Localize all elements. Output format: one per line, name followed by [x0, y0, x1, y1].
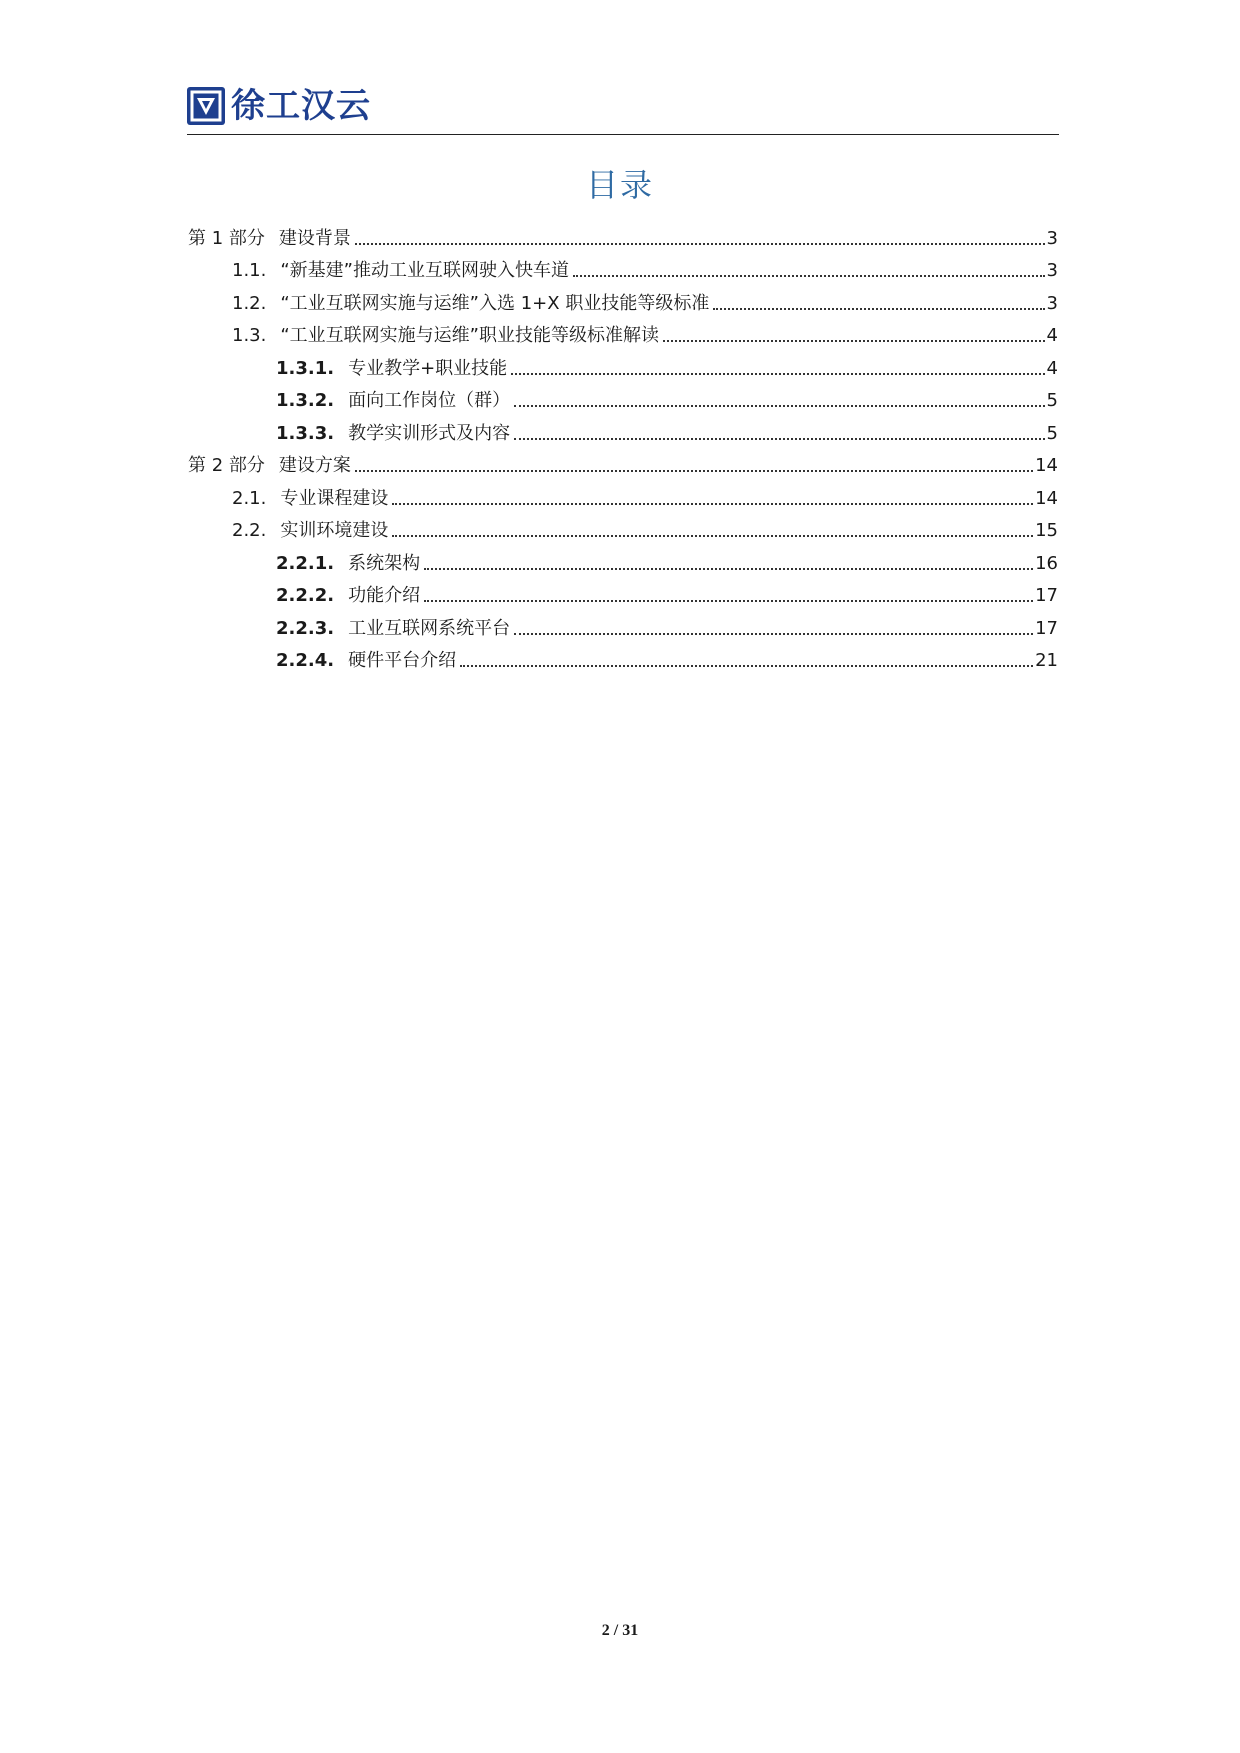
toc-entry-label — [232, 520, 390, 542]
toc-entry-label — [276, 553, 422, 575]
toc-entry-label — [276, 585, 422, 607]
page-total: 31 — [622, 1622, 639, 1639]
toc-entry-text: 系统架构 — [348, 552, 421, 574]
toc-entry-text: 实训环境建设 — [280, 520, 389, 541]
toc-entry-label — [276, 390, 512, 412]
toc-entry-number: 第 1 部分 — [188, 227, 265, 249]
toc-entry-number: 2.2.1. — [276, 552, 335, 574]
toc-entry-number: 2.2.2. — [276, 585, 335, 606]
toc-dot-leader — [514, 405, 1044, 407]
toc-entry-page: 5 — [1046, 422, 1058, 444]
toc-entry-label — [188, 455, 353, 477]
toc-entry-text: 教学实训形式及内容 — [348, 422, 511, 444]
toc-entry-page: 4 — [1046, 357, 1058, 379]
toc-entry-number: 第 2 部分 — [188, 455, 265, 476]
toc-dot-leader — [424, 600, 1033, 602]
toc-entry-page: 17 — [1035, 617, 1058, 639]
toc-entry-number: 1.3.1. — [276, 357, 335, 379]
toc-dot-leader — [392, 503, 1033, 505]
toc-dot-leader — [663, 340, 1045, 342]
toc-entry-page: 3 — [1046, 227, 1058, 249]
toc-dot-leader — [424, 568, 1033, 570]
toc-entry-page: 4 — [1046, 325, 1058, 346]
toc-entry-label — [232, 325, 661, 347]
toc-entry-text: 专业教学+职业技能 — [348, 357, 508, 379]
toc-entry-page: 5 — [1046, 390, 1058, 411]
header-divider — [187, 134, 1059, 135]
toc-entry-number: 1.1. — [232, 260, 267, 281]
toc-entry-text: 建设背景 — [278, 227, 351, 249]
toc-entry-page: 16 — [1035, 552, 1058, 574]
toc-entry-number: 2.2.4. — [276, 650, 335, 671]
page-separator: / — [613, 1622, 619, 1639]
toc-entry-number: 2.1. — [232, 487, 267, 509]
toc-dot-leader — [573, 275, 1045, 277]
toc-entry-label — [276, 650, 458, 672]
toc-entry-label — [232, 488, 390, 510]
toc-entry-number: 1.3. — [232, 325, 267, 346]
page-header — [187, 86, 1059, 136]
toc-entry-text: 工业互联网系统平台 — [348, 617, 511, 639]
toc-entry-number: 2.2.3. — [276, 617, 335, 639]
table-of-contents — [188, 217, 1058, 672]
toc-entry-text: 建设方案 — [278, 455, 351, 476]
toc-entry[interactable] — [188, 640, 1058, 673]
toc-entry-label — [232, 260, 571, 282]
toc-entry-number: 2.2. — [232, 520, 267, 541]
toc-dot-leader — [511, 373, 1044, 375]
toc-entry[interactable] — [188, 412, 1058, 445]
page-current: 2 — [601, 1622, 610, 1639]
toc-entry-page: 15 — [1035, 520, 1058, 541]
toc-dot-leader — [460, 665, 1033, 667]
toc-entry[interactable] — [188, 315, 1058, 348]
toc-entry-label — [188, 228, 353, 250]
toc-entry-page: 14 — [1035, 487, 1058, 509]
toc-entry-label — [276, 618, 512, 640]
toc-entry-text: “新基建”推动工业互联网驶入快车道 — [280, 260, 570, 281]
logo-text: 徐工汉云 — [231, 86, 371, 126]
toc-entry[interactable] — [188, 575, 1058, 608]
toc-entry-label — [232, 293, 711, 315]
toc-dot-leader — [355, 243, 1045, 245]
toc-entry-text: 硬件平台介绍 — [348, 650, 457, 671]
toc-dot-leader — [514, 633, 1033, 635]
toc-dot-leader — [392, 535, 1033, 537]
toc-entry-text: “工业互联网实施与运维”职业技能等级标准解读 — [280, 325, 660, 346]
toc-entry-number: 1.2. — [232, 292, 267, 314]
toc-dot-leader — [713, 308, 1044, 310]
toc-entry-text: 面向工作岗位（群） — [348, 390, 511, 411]
toc-dot-leader — [514, 438, 1044, 440]
toc-entry[interactable] — [188, 477, 1058, 510]
toc-entry[interactable] — [188, 607, 1058, 640]
toc-entry-text: 专业课程建设 — [280, 487, 389, 509]
toc-entry-page: 14 — [1035, 455, 1058, 476]
toc-entry-page: 3 — [1046, 292, 1058, 314]
toc-entry[interactable] — [188, 510, 1058, 543]
toc-entry-number: 1.3.3. — [276, 422, 335, 444]
toc-entry[interactable] — [188, 380, 1058, 413]
toc-entry-page: 3 — [1046, 260, 1058, 281]
toc-entry-text: “工业互联网实施与运维”入选 1+X 职业技能等级标准 — [280, 292, 710, 314]
toc-entry[interactable] — [188, 445, 1058, 478]
company-logo — [187, 86, 371, 126]
toc-entry-text: 功能介绍 — [348, 585, 421, 606]
toc-entry-label — [276, 423, 512, 445]
toc-entry[interactable] — [188, 347, 1058, 380]
toc-entry[interactable] — [188, 542, 1058, 575]
toc-entry-page: 17 — [1035, 585, 1058, 606]
page-number — [0, 1622, 1240, 1640]
toc-entry-number: 1.3.2. — [276, 390, 335, 411]
toc-entry[interactable] — [188, 250, 1058, 283]
toc-entry-page: 21 — [1035, 650, 1058, 671]
toc-title: 目录 — [585, 166, 654, 204]
toc-entry[interactable] — [188, 282, 1058, 315]
toc-entry-label — [276, 358, 509, 380]
logo-mark-icon — [187, 87, 225, 125]
toc-entry[interactable] — [188, 217, 1058, 250]
toc-dot-leader — [355, 470, 1033, 472]
